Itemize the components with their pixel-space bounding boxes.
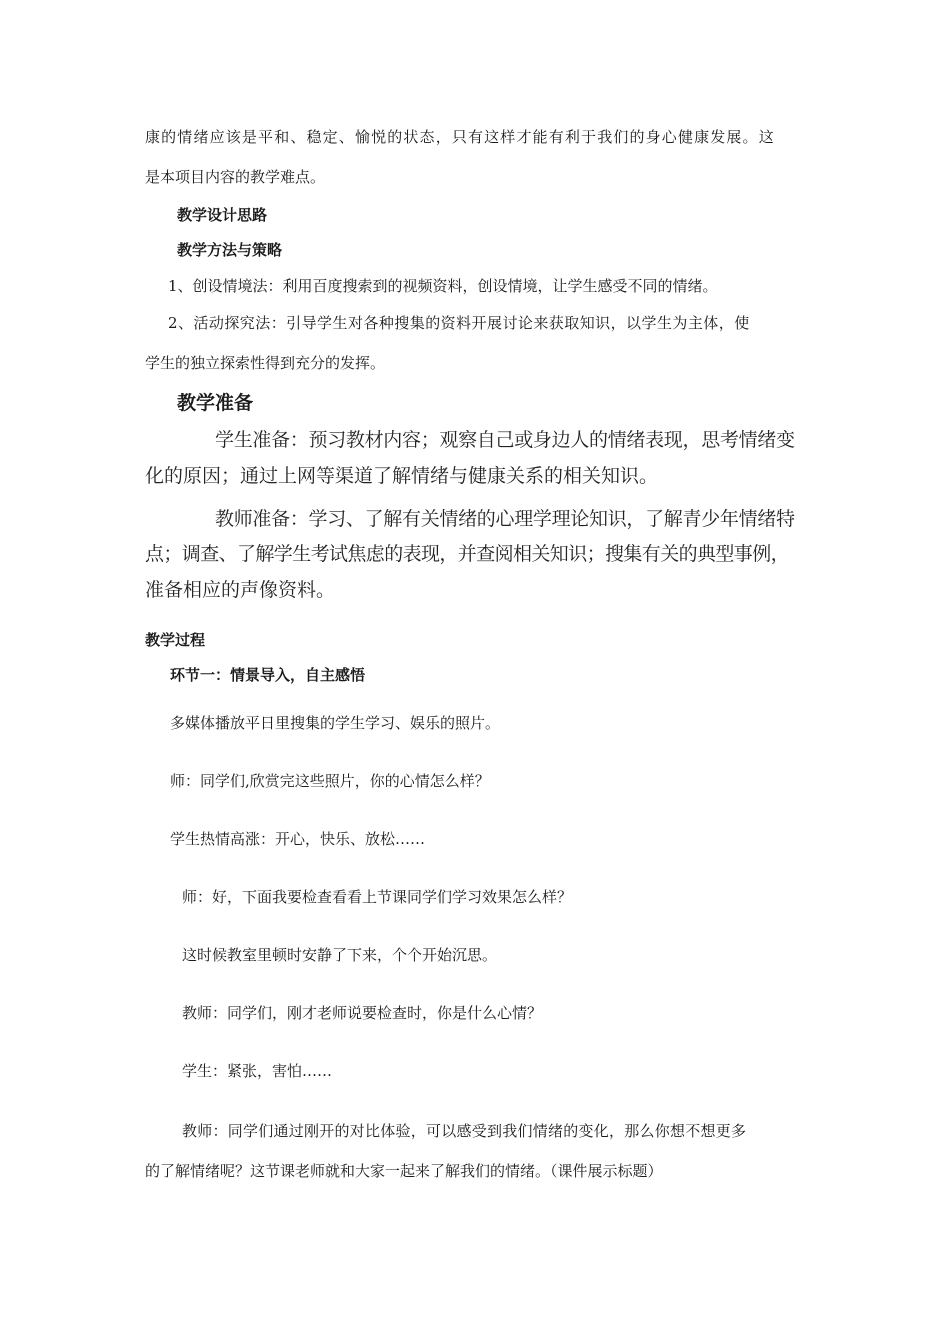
- teacher-prep-line-1: 教师准备：学习、了解有关情绪的心理学理论知识，了解青少年情绪特: [215, 508, 795, 530]
- heading-teaching-preparation: 教学准备: [177, 392, 254, 414]
- heading-teaching-methods: 教学方法与策略: [177, 241, 283, 259]
- method-item-2-line-1: 2、活动探究法：引导学生对各种搜集的资料开展讨论来获取知识，以学生为主体，使: [168, 314, 750, 332]
- dialogue-line-3: 学生热情高涨：开心，快乐、放松……: [170, 830, 426, 848]
- student-prep-line-1: 学生准备：预习教材内容；观察自己或身边人的情绪表现，思考情绪变: [215, 429, 795, 451]
- heading-teaching-process: 教学过程: [145, 631, 206, 649]
- dialogue-line-4: 师：好，下面我要检查看看上节课同学们学习效果怎么样？: [182, 888, 573, 906]
- heading-teaching-design: 教学设计思路: [177, 206, 268, 224]
- intro-text-line-1: 康的情绪应该是平和、稳定、愉悦的状态，只有这样才能有利于我们的身心健康发展。这: [145, 128, 775, 146]
- teacher-prep-line-2: 点；调查、了解学生考试焦虑的表现，并查阅相关知识；搜集有关的典型事例，: [145, 543, 790, 565]
- dialogue-line-1: 多媒体播放平日里搜集的学生学习、娱乐的照片。: [170, 714, 501, 732]
- dialogue-line-6: 教师：同学们，刚才老师说要检查时，你是什么心情？: [182, 1004, 543, 1022]
- dialogue-line-5: 这时候教室里顿时安静了下来，个个开始沉思。: [182, 946, 498, 964]
- method-item-2-line-2: 学生的独立探索性得到充分的发挥。: [145, 354, 386, 372]
- dialogue-line-8-part-2: 的了解情绪呢？这节课老师就和大家一起来了解我们的情绪。（课件展示标题）: [145, 1162, 663, 1180]
- section-1-title: 环节一：情景导入，自主感悟: [170, 666, 366, 684]
- intro-text-line-2: 是本项目内容的教学难点。: [145, 168, 326, 186]
- dialogue-line-2: 师：同学们,欣赏完这些照片，你的心情怎么样？: [170, 772, 490, 790]
- dialogue-line-8-part-1: 教师：同学们通过刚开的对比体验，可以感受到我们情绪的变化，那么你想不想更多: [182, 1122, 747, 1140]
- method-item-1: 1、创设情境法：利用百度搜索到的视频资料，创设情境，让学生感受不同的情绪。: [168, 277, 718, 295]
- teacher-prep-line-3: 准备相应的声像资料。: [145, 579, 336, 601]
- dialogue-line-7: 学生：紧张，害怕……: [182, 1062, 333, 1080]
- student-prep-line-2: 化的原因；通过上网等渠道了解情绪与健康关系的相关知识。: [145, 465, 659, 487]
